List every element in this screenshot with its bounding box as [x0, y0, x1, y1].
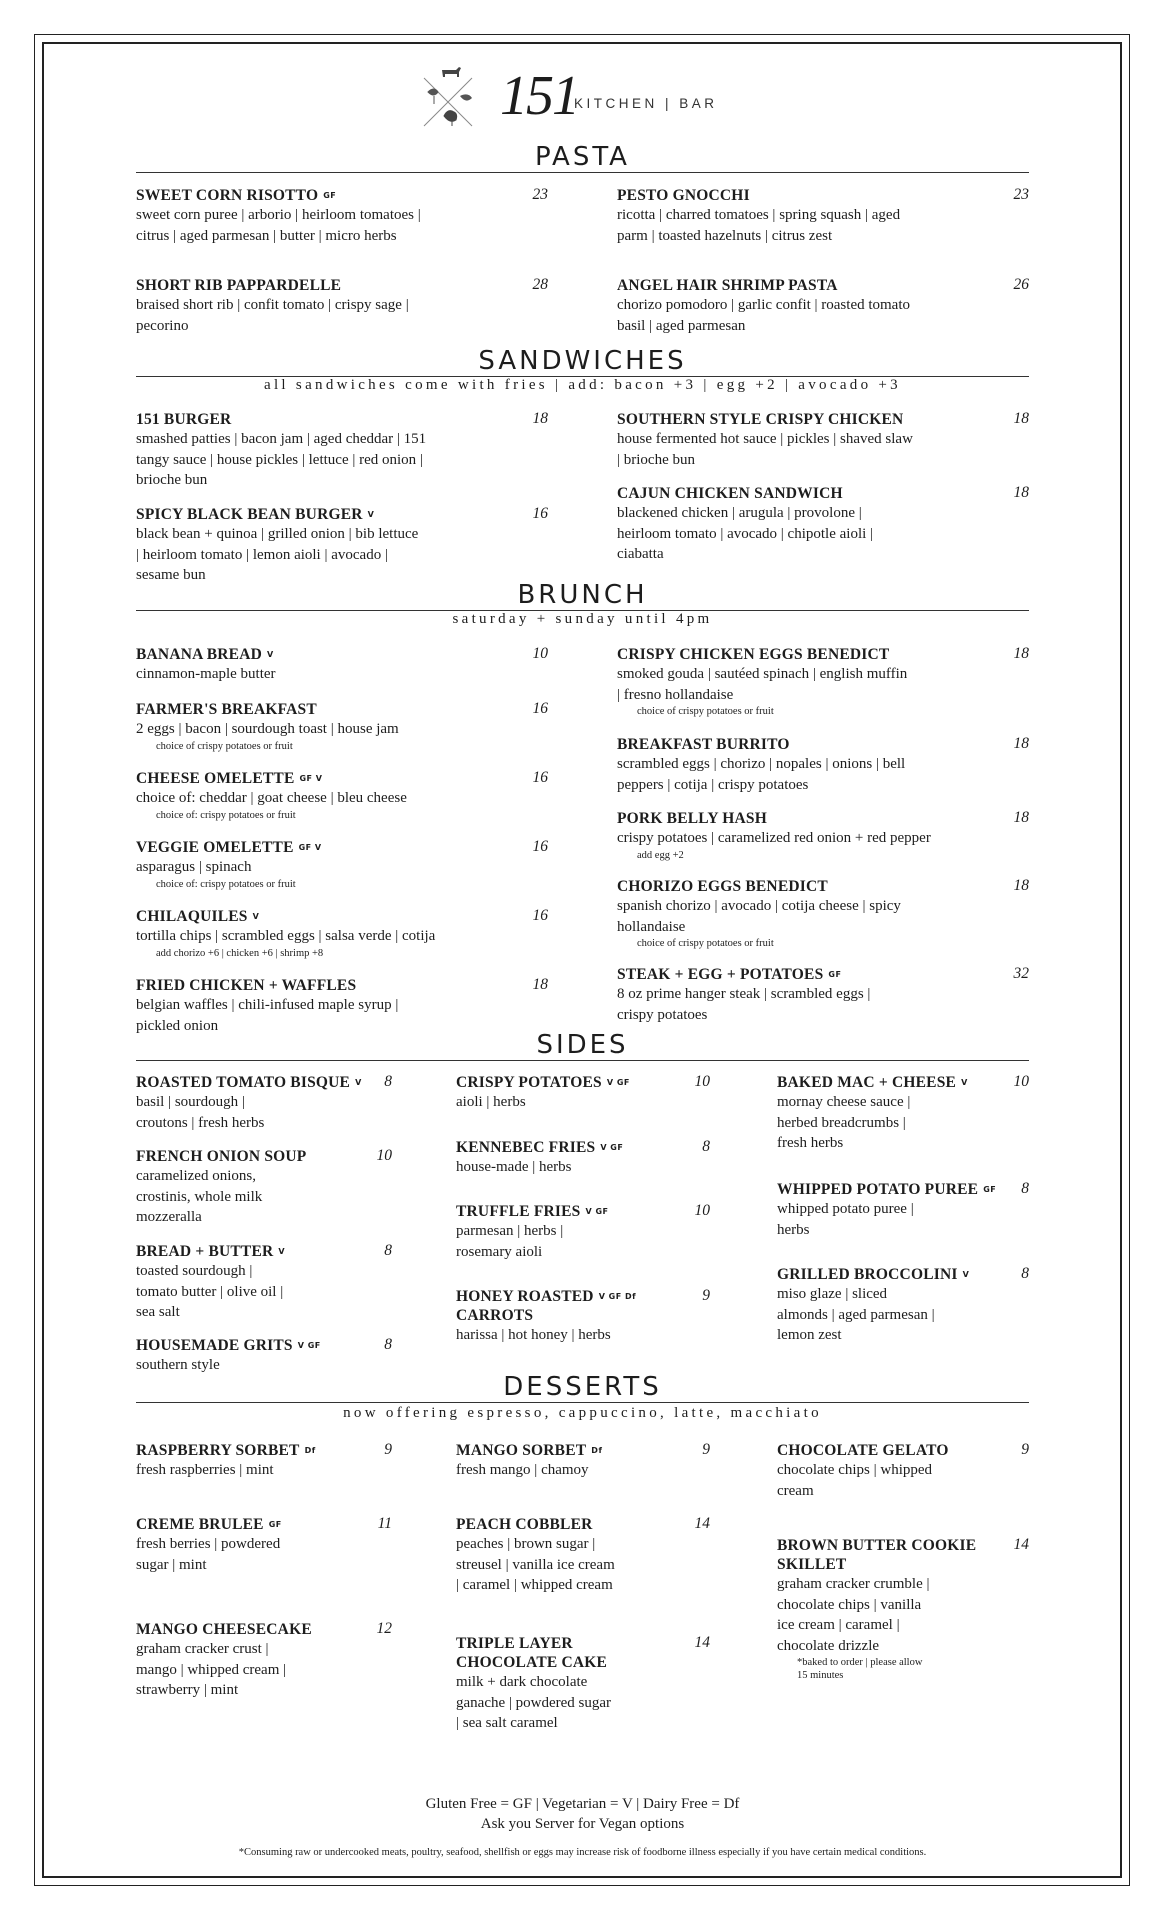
- item-description: [777, 1092, 1029, 1154]
- menu-item: [617, 410, 1029, 470]
- item-price: 10: [376, 1147, 392, 1164]
- section-title: DESSERTS: [503, 1372, 662, 1402]
- dietary-tag: GF: [268, 1520, 282, 1529]
- description-line: southern style: [136, 1357, 220, 1373]
- item-description: [136, 1261, 392, 1323]
- menu-item: [617, 877, 1029, 950]
- menu-item: [136, 1242, 392, 1323]
- item-price: 16: [532, 769, 548, 786]
- item-name: BANANA BREAD: [136, 646, 262, 663]
- description-line: house-made | herbs: [456, 1159, 572, 1175]
- description-line: parm | toasted hazelnuts | citrus zest: [617, 227, 833, 244]
- item-price: 18: [1013, 410, 1029, 427]
- item-name: BREAKFAST BURRITO: [617, 736, 790, 753]
- description-line: house fermented hot sauce | pickles | shaved slaw: [617, 431, 913, 447]
- menu-item: [456, 1441, 710, 1481]
- section-title: BRUNCH: [517, 580, 648, 610]
- description-line: smashed patties | bacon jam | aged cheddar | 151: [136, 431, 427, 447]
- menu-item: [777, 1265, 1029, 1346]
- item-description: [456, 1325, 710, 1346]
- description-line: mango | whipped cream |: [136, 1661, 287, 1678]
- item-price: 10: [694, 1202, 710, 1219]
- dietary-tag: V GF: [297, 1341, 321, 1350]
- logo-subtitle: KITCHEN | BAR: [574, 96, 718, 111]
- section-subtitle: now offering espresso, cappuccino, latte, macchiato: [343, 1405, 822, 1421]
- description-line: | brioche bun: [617, 451, 695, 468]
- description-line: basil | aged parmesan: [617, 317, 746, 334]
- description-line: mornay cheese sauce |: [777, 1094, 911, 1110]
- dietary-tag: V: [962, 1270, 970, 1279]
- description-line: cream: [777, 1482, 814, 1499]
- item-price: 18: [532, 976, 548, 993]
- item-name: CAJUN CHICKEN SANDWICH: [617, 485, 843, 502]
- dietary-tag: GF: [323, 191, 337, 200]
- item-name: CRISPY POTATOES: [456, 1074, 602, 1091]
- menu-item: [456, 1634, 710, 1734]
- menu-item: [777, 1180, 1029, 1240]
- description-line: herbs: [777, 1221, 810, 1238]
- item-description: [456, 1672, 710, 1734]
- item-price: 10: [532, 645, 548, 662]
- item-description: [777, 1199, 1029, 1240]
- legend-line: Gluten Free = GF | Vegetarian = V | Dairy Free = Df: [425, 1796, 740, 1812]
- item-name: TRUFFLE FRIES: [456, 1203, 581, 1220]
- health-warning: *Consuming raw or undercooked meats, poultry, seafood, shellfish or eggs may increase risk of foodborne illness especially if you have certain medical conditions.: [238, 1847, 927, 1858]
- description-line: strawberry | mint: [136, 1682, 239, 1698]
- menu-item: [136, 505, 548, 586]
- description-line: heirloom tomato | avocado | chipotle aioli |: [617, 525, 874, 542]
- item-note: choice of crispy potatoes or fruit: [156, 740, 293, 752]
- description-line: ganache | powdered sugar: [456, 1694, 612, 1711]
- description-line: miso glaze | sliced: [777, 1286, 888, 1302]
- item-price: 10: [1013, 1073, 1029, 1090]
- item-description: [617, 295, 1029, 336]
- item-description: [136, 1460, 392, 1481]
- dietary-tag: GF V: [299, 774, 323, 783]
- dietary-tag: Df: [591, 1446, 603, 1455]
- item-price: 32: [1013, 965, 1029, 982]
- legend-line: Ask you Server for Vegan options: [480, 1816, 685, 1832]
- item-price: 18: [1013, 645, 1029, 662]
- restaurant-logo: [412, 58, 732, 138]
- description-line: | heirloom tomato | lemon aioli | avocado |: [136, 546, 388, 563]
- menu-item: [456, 1202, 710, 1262]
- dietary-tag: V: [367, 510, 375, 519]
- item-description: [617, 205, 1029, 246]
- item-price: 8: [384, 1242, 392, 1259]
- item-description: [617, 828, 1029, 849]
- dietary-tag: Df: [304, 1446, 316, 1455]
- item-price: 8: [384, 1336, 392, 1353]
- item-price: 9: [1021, 1441, 1029, 1458]
- item-description: [456, 1092, 710, 1113]
- item-name: FARMER'S BREAKFAST: [136, 701, 317, 718]
- description-line: | fresno hollandaise: [617, 686, 734, 703]
- description-line: peaches | brown sugar |: [456, 1536, 596, 1552]
- item-name: KENNEBEC FRIES: [456, 1139, 596, 1156]
- item-price: 18: [532, 410, 548, 427]
- item-name: CRISPY CHICKEN EGGS BENEDICT: [617, 646, 890, 663]
- item-name: RASPBERRY SORBET: [136, 1442, 300, 1459]
- item-name: CHOCOLATE GELATO: [777, 1442, 949, 1459]
- menu-item: [136, 186, 548, 246]
- item-price: 18: [1013, 735, 1029, 752]
- description-line: tortilla chips | scrambled eggs | salsa verde | cotija: [136, 928, 436, 944]
- item-price: 11: [377, 1515, 392, 1532]
- description-line: 8 oz prime hanger steak | scrambled eggs |: [617, 986, 871, 1002]
- description-line: graham cracker crumble |: [777, 1576, 930, 1592]
- menu-item: [136, 907, 548, 960]
- menu-item: [136, 700, 548, 753]
- item-price: 14: [1013, 1536, 1029, 1553]
- item-description: [136, 1166, 392, 1228]
- item-description: [136, 1092, 392, 1133]
- description-line: crispy potatoes: [617, 1006, 708, 1023]
- item-price: 18: [1013, 484, 1029, 501]
- description-line: fresh raspberries | mint: [136, 1462, 274, 1478]
- description-line: herbed breadcrumbs |: [777, 1114, 906, 1131]
- menu-item: [617, 484, 1029, 565]
- menu-item: [136, 1336, 392, 1376]
- item-price: 9: [384, 1441, 392, 1458]
- item-note: 15 minutes: [797, 1670, 844, 1681]
- item-description: [136, 788, 548, 809]
- dietary-tag: V GF: [606, 1078, 630, 1087]
- logo-number: 151: [500, 65, 578, 127]
- item-price: 16: [532, 700, 548, 717]
- item-name: PESTO GNOCCHI: [617, 187, 750, 204]
- description-line: blackened chicken | arugula | provolone |: [617, 505, 862, 521]
- menu-item: [456, 1073, 710, 1113]
- description-line: graham cracker crust |: [136, 1641, 269, 1657]
- item-name: SPICY BLACK BEAN BURGER: [136, 506, 363, 523]
- section-subtitle: all sandwiches come with fries | add: bacon +3 | egg +2 | avocado +3: [263, 377, 901, 393]
- item-price: 14: [694, 1515, 710, 1532]
- description-line: black bean + quinoa | grilled onion | bib lettuce: [136, 526, 419, 542]
- item-name: STEAK + EGG + POTATOES: [617, 966, 824, 983]
- description-line: asparagus | spinach: [136, 859, 252, 875]
- section-header-brunch: [136, 580, 1029, 611]
- item-description: [617, 896, 1029, 937]
- item-note: add chorizo +6 | chicken +6 | shrimp +8: [156, 947, 324, 959]
- item-description: [456, 1460, 710, 1481]
- dietary-tag: GF V: [298, 843, 322, 852]
- item-name: HONEY ROASTED: [456, 1288, 594, 1305]
- item-name: CHEESE OMELETTE: [136, 770, 295, 787]
- menu-item: [617, 645, 1029, 718]
- item-note: choice of: crispy potatoes or fruit: [156, 878, 296, 890]
- item-name: TRIPLE LAYER: [456, 1635, 573, 1652]
- item-description: [136, 205, 548, 246]
- description-line: choice of: cheddar | goat cheese | bleu cheese: [136, 790, 407, 806]
- menu-item: [136, 1147, 392, 1228]
- item-name: FRIED CHICKEN + WAFFLES: [136, 977, 357, 994]
- section-header-sandwiches: [136, 346, 1029, 377]
- item-name: WHIPPED POTATO PUREE: [777, 1181, 979, 1198]
- item-description: [136, 1639, 392, 1701]
- menu-item: [456, 1515, 710, 1596]
- item-name: MANGO CHEESECAKE: [136, 1621, 312, 1638]
- item-price: 8: [702, 1138, 710, 1155]
- item-note: choice of crispy potatoes or fruit: [637, 938, 774, 949]
- description-line: braised short rib | confit tomato | crispy sage |: [136, 297, 409, 313]
- item-price: 26: [1013, 276, 1029, 293]
- item-price: 14: [694, 1634, 710, 1651]
- description-line: harissa | hot honey | herbs: [456, 1327, 611, 1343]
- item-description: [456, 1157, 710, 1178]
- description-line: sesame bun: [136, 567, 206, 583]
- item-name: FRENCH ONION SOUP: [136, 1148, 307, 1165]
- menu-item: [617, 276, 1029, 336]
- item-name: VEGGIE OMELETTE: [136, 839, 294, 856]
- menu-item: [617, 965, 1029, 1025]
- item-name: 151 BURGER: [136, 411, 232, 428]
- item-name: CREME BRULEE: [136, 1516, 264, 1533]
- item-name: SHORT RIB PAPPARDELLE: [136, 277, 342, 294]
- dietary-tag: V GF Df: [598, 1292, 637, 1301]
- item-description: [136, 429, 548, 491]
- dietary-tag: V: [252, 912, 260, 921]
- description-line: scrambled eggs | chorizo | nopales | onions | bell: [617, 756, 906, 772]
- description-line: mozzeralla: [136, 1209, 202, 1225]
- description-line: | caramel | whipped cream: [456, 1577, 613, 1593]
- menu-item: [617, 809, 1029, 862]
- menu-item: [136, 1073, 392, 1133]
- item-description: [136, 719, 548, 740]
- item-price: 16: [532, 505, 548, 522]
- item-description: [617, 984, 1029, 1025]
- description-line: toasted sourdough |: [136, 1263, 253, 1279]
- description-line: chocolate chips | whipped: [777, 1462, 933, 1478]
- dietary-legend: [136, 1794, 1029, 1834]
- description-line: milk + dark chocolate: [456, 1674, 588, 1690]
- item-price: 18: [1013, 809, 1029, 826]
- description-line: citrus | aged parmesan | butter | micro herbs: [136, 227, 397, 244]
- description-line: almonds | aged parmesan |: [777, 1306, 935, 1323]
- item-name: BROWN BUTTER COOKIE: [777, 1537, 977, 1554]
- item-name: CHILAQUILES: [136, 908, 248, 925]
- item-price: 16: [532, 907, 548, 924]
- description-line: lemon zest: [777, 1327, 842, 1343]
- dietary-tag: V: [266, 650, 274, 659]
- dietary-tag: GF: [828, 970, 842, 979]
- section-header-desserts: [136, 1372, 1029, 1403]
- description-line: fresh berries | powdered: [136, 1536, 281, 1552]
- item-name-line-2: CHOCOLATE CAKE: [456, 1654, 608, 1671]
- description-line: ice cream | caramel |: [777, 1617, 900, 1633]
- farm-animals-emblem-icon: [412, 58, 492, 138]
- item-note: choice of: crispy potatoes or fruit: [156, 809, 296, 821]
- item-name-line-2: CARROTS: [456, 1307, 534, 1324]
- description-line: caramelized onions,: [136, 1168, 256, 1184]
- description-line: smoked gouda | sautéed spinach | english muffin: [617, 666, 908, 682]
- description-line: parmesan | herbs |: [456, 1223, 564, 1239]
- item-price: 23: [1013, 186, 1029, 203]
- description-line: ciabatta: [617, 546, 664, 562]
- item-name: ANGEL HAIR SHRIMP PASTA: [617, 277, 838, 294]
- item-price: 12: [376, 1620, 392, 1637]
- dietary-tag: GF: [983, 1185, 997, 1194]
- item-name: ROASTED TOMATO BISQUE: [136, 1074, 351, 1091]
- item-description: [136, 857, 548, 878]
- description-line: crostinis, whole milk: [136, 1188, 263, 1205]
- item-name: SOUTHERN STYLE CRISPY CHICKEN: [617, 411, 904, 428]
- dietary-tag: V: [961, 1078, 968, 1087]
- section-header-pasta: [136, 142, 1029, 173]
- item-description: [777, 1460, 1029, 1501]
- description-line: sugar | mint: [136, 1556, 207, 1573]
- item-description: [136, 524, 548, 586]
- description-line: belgian waffles | chili-infused maple syrup |: [136, 997, 399, 1013]
- item-name: SWEET CORN RISOTTO: [136, 187, 319, 204]
- section-subtitle: saturday + sunday until 4pm: [452, 611, 713, 627]
- item-name: MANGO SORBET: [456, 1442, 587, 1459]
- description-line: fresh herbs: [777, 1135, 844, 1151]
- item-price: 9: [702, 1287, 710, 1304]
- dietary-tag: V: [355, 1078, 362, 1087]
- description-line: sea salt: [136, 1304, 180, 1320]
- item-name: PEACH COBBLER: [456, 1516, 593, 1533]
- description-line: chocolate drizzle: [777, 1637, 880, 1654]
- description-line: whipped potato puree |: [777, 1201, 914, 1217]
- item-name: HOUSEMADE GRITS: [136, 1337, 293, 1354]
- menu-item: [777, 1073, 1029, 1154]
- item-description: [617, 754, 1029, 795]
- description-line: crispy potatoes | caramelized red onion + red pepper: [617, 830, 931, 846]
- item-description: [136, 1534, 392, 1575]
- description-line: chorizo pomodoro | garlic confit | roasted tomato: [617, 297, 911, 313]
- item-name: PORK BELLY HASH: [617, 810, 768, 827]
- description-line: pickled onion: [136, 1017, 219, 1034]
- item-name: CHORIZO EGGS BENEDICT: [617, 878, 828, 895]
- item-price: 18: [1013, 877, 1029, 894]
- menu-item: [136, 769, 548, 822]
- item-price: 23: [532, 186, 548, 203]
- item-price: 28: [532, 276, 548, 293]
- item-price: 8: [1021, 1180, 1029, 1197]
- description-line: spanish chorizo | avocado | cotija cheese | spicy: [617, 898, 901, 914]
- item-description: [777, 1574, 1029, 1656]
- section-title: SANDWICHES: [478, 346, 687, 376]
- item-price: 10: [694, 1073, 710, 1090]
- item-name: BAKED MAC + CHEESE: [777, 1074, 957, 1091]
- item-note: *baked to order | please allow: [797, 1657, 923, 1668]
- menu-item: [456, 1287, 710, 1346]
- item-name: GRILLED BROCCOLINI: [777, 1266, 958, 1283]
- item-description: [456, 1534, 710, 1596]
- description-line: croutons | fresh herbs: [136, 1114, 265, 1131]
- item-note: add egg +2: [637, 849, 684, 861]
- dietary-tag: V: [278, 1247, 286, 1256]
- item-name: BREAD + BUTTER: [136, 1243, 274, 1260]
- description-line: | sea salt caramel: [456, 1715, 558, 1731]
- menu-item: [136, 410, 548, 491]
- description-line: fresh mango | chamoy: [456, 1462, 589, 1478]
- menu-item: [136, 1620, 392, 1701]
- item-description: [777, 1284, 1029, 1346]
- menu-item: [136, 976, 548, 1036]
- description-line: ricotta | charred tomatoes | spring squash | aged: [617, 207, 901, 223]
- item-description: [136, 926, 548, 947]
- description-line: brioche bun: [136, 472, 208, 488]
- item-description: [617, 664, 1029, 705]
- description-line: basil | sourdough |: [136, 1094, 245, 1110]
- description-line: cinnamon-maple butter: [136, 666, 276, 682]
- description-line: streusel | vanilla ice cream: [456, 1556, 615, 1573]
- item-name-line-2: SKILLET: [777, 1556, 847, 1573]
- item-description: [136, 664, 548, 685]
- dietary-tag: V GF: [585, 1207, 609, 1216]
- item-note: choice of crispy potatoes or fruit: [637, 706, 774, 717]
- menu-item: [136, 276, 548, 336]
- description-line: hollandaise: [617, 918, 686, 935]
- description-line: pecorino: [136, 317, 189, 334]
- menu-item: [136, 838, 548, 891]
- item-price: 9: [702, 1441, 710, 1458]
- menu-item: [456, 1138, 710, 1178]
- description-line: peppers | cotija | crispy potatoes: [617, 776, 809, 793]
- item-price: 16: [532, 838, 548, 855]
- description-line: 2 eggs | bacon | sourdough toast | house jam: [136, 721, 399, 737]
- section-title: PASTA: [535, 142, 630, 172]
- description-line: aioli | herbs: [456, 1094, 526, 1110]
- menu-item: [136, 645, 548, 685]
- menu-item: [136, 1515, 392, 1575]
- description-line: sweet corn puree | arborio | heirloom tomatoes |: [136, 207, 421, 223]
- menu-item: [617, 735, 1029, 795]
- menu-item: [617, 186, 1029, 246]
- item-description: [456, 1221, 710, 1262]
- item-price: 8: [384, 1073, 392, 1090]
- menu-item: [136, 1441, 392, 1481]
- description-line: tomato butter | olive oil |: [136, 1283, 284, 1300]
- description-line: rosemary aioli: [456, 1243, 543, 1260]
- menu-item: [777, 1441, 1029, 1501]
- item-description: [617, 503, 1029, 565]
- description-line: chocolate chips | vanilla: [777, 1596, 922, 1613]
- description-line: tangy sauce | house pickles | lettuce | red onion |: [136, 451, 423, 468]
- item-price: 8: [1021, 1265, 1029, 1282]
- menu-item: [777, 1536, 1029, 1682]
- item-description: [617, 429, 1029, 470]
- dietary-tag: V GF: [600, 1143, 624, 1152]
- section-title: SIDES: [536, 1030, 629, 1060]
- item-description: [136, 295, 548, 336]
- section-header-sides: [136, 1030, 1029, 1061]
